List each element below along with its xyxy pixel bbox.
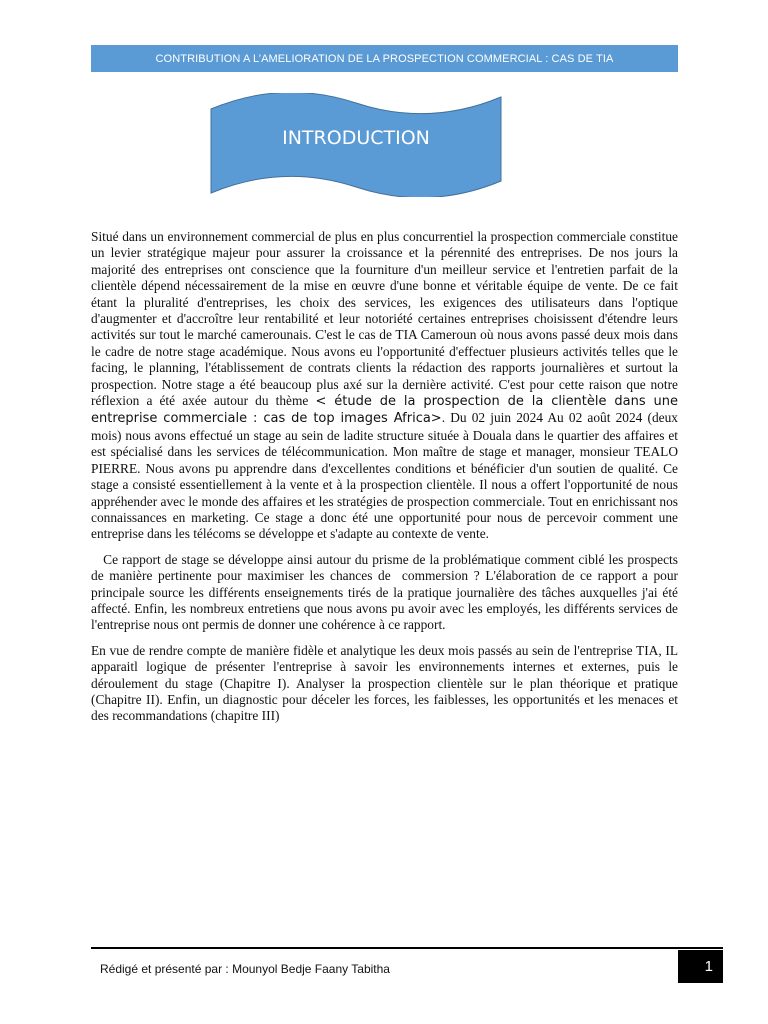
footer-divider xyxy=(91,947,723,949)
page-number: 1 xyxy=(678,950,723,983)
paragraph-1-intro: Situé dans un environnement commercial de plus en plus concurrentiel la prospection commerciale constitue un levier stratégique majeur pour assurer la croissance et la pérennité des entreprises. De nos jours la majorité des entreprises ont conscience que la fourniture d'un meilleur service et l'entretien parfait de la clientèle dépend nécessairement de la mise en œuvre d'une bonne et véritable équipe de vente. De ce fait étant la pluralité d'entreprises, les choix des services, les exigences des utilisateurs dans l'optique d'augmenter et d'accroître leur rentabilité et leur notoriété certaines entreprises choisissent d'étendre leurs activités sur tout le marché camerounais. C'est le cas de TIA Cameroun où nous avons passé deux mois dans le cadre de notre stage académique. Nous avons eu l'opportunité d'effectuer plusieurs activités telles que le facing, le planning, l'établissement de contrats clients la rédaction des rapports journalières et surtout la prospection. Notre stage a été beaucoup plus axé sur la dernière activité. C'est pour cette raison que notre réflexion a été axée autour du thème xyxy=(91,229,678,409)
introduction-banner xyxy=(210,93,502,197)
document-header-title: CONTRIBUTION A L’AMELIORATION DE LA PROSPECTION COMMERCIAL : CAS DE TIA xyxy=(155,52,614,65)
paragraph-1-continued: . Du 02 juin 2024 Au 02 août 2024 (deux mois) nous avons effectué un stage au sein de ladite structure située à Douala dans le quartier des affaires et est spécialisé dans les services de télécommunication. Mon maître de stage et manager, monsieur TEALO PIERRE. Nous avons pu apprendre dans d'excellentes conditions et bénéficier d'un soutien de qualité. Ce stage a consisté essentiellement à la vente et à la prospection clientèle. Il nous a offert l'opportunité de nous appréhender avec le monde des affaires et les stratégies de prospection commerciale. Tout en enrichissant nos connaissances en marketing. Ce stage a donc été une opportunité pour nous de percevoir comment une entreprise dans les télécoms se développe et s'adapte au contexte de vente. xyxy=(91,410,678,542)
paragraph-3: En vue de rendre compte de manière fidèle et analytique les deux mois passés au sein de l'entreprise TIA, IL apparaitl logique de présenter l'entreprise à savoir les environnements internes et externes, puis le déroulement du stage (Chapitre I). Analyser la prospection clientèle sur le plan théorique et pratique (Chapitre II). Enfin, un diagnostic pour déceler les forces, les faiblesses, les opportunités et les menaces et des recommandations (chapitre III) xyxy=(91,642,678,724)
header-bar xyxy=(91,45,678,72)
footer-author: Rédigé et présenté par : Mounyol Bedje Faany Tabitha xyxy=(100,962,390,976)
thesis-theme: < étude de la prospection de la clientèle dans une entreprise commerciale : cas de top images Africa> xyxy=(91,394,678,427)
introduction-title: INTRODUCTION xyxy=(282,127,430,149)
introduction-body xyxy=(91,229,682,734)
paragraph-2: Ce rapport de stage se développe ainsi autour du prisme de la problématique comment ciblé les prospects de manière pertinente pour maximiser les chances de commersion ? L'élaboration de ce rapport a pour principale source les différents enseignements tirés de la pratique journalière des tâches auxquelles j'ai été affecté. Enfin, les nombreux entretiens que nous avons pu avoir avec les employés, les différents services de l'entreprise nous ont permis de donner une cohérence à ce rapport. xyxy=(91,551,682,633)
paragraph-1 xyxy=(91,229,678,543)
